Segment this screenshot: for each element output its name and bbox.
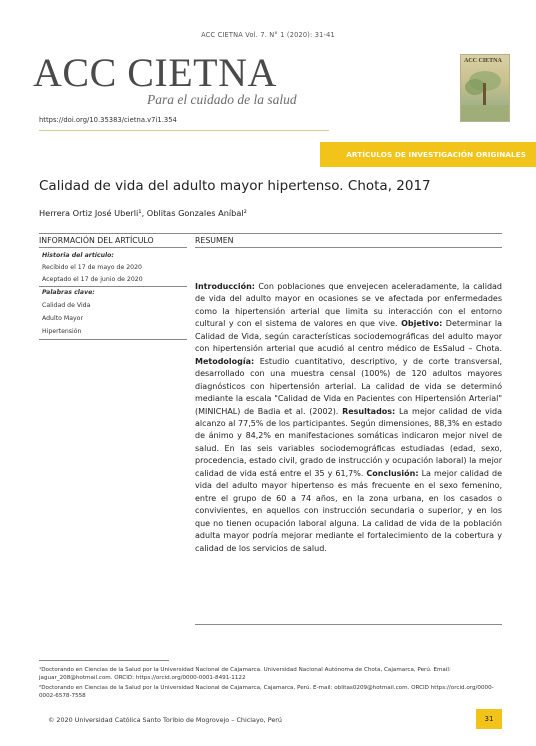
journal-logo: ACC CIETNA [33, 50, 277, 95]
divider [195, 247, 502, 248]
keyword-item: Hipertensión [42, 328, 82, 335]
methodology-label: Metodología: [195, 356, 255, 366]
divider [39, 339, 187, 340]
intro-label: Introducción: [195, 282, 255, 291]
accepted-date: Aceptado el 17 de junio de 2020 [42, 276, 143, 283]
divider [39, 233, 502, 234]
objective-label: Objetivo: [401, 319, 443, 329]
article-authors: Herrera Ortiz José Uberli¹, Oblitas Gonzales Aníbal² [39, 208, 247, 218]
copyright-notice: © 2020 Universidad Católica Santo Toribio de Mogrovejo – Chiclayo, Perú [48, 716, 282, 724]
methodology-text: Estudio cuantitativo, descriptivo, y de corte transversal, desarrollado con una muestra censal (100%) de 120 adultos mayores diagnósticos con hipertensión arterial. La calidad de vida se determinó mediante la escala "Calidad de Vida en Pacientes con Hipertensión Arterial" (MINICHAL) de Badia et al. (2002). [195, 356, 502, 416]
section-banner [320, 142, 536, 167]
divider [39, 247, 187, 248]
cover-landscape-icon [461, 67, 509, 121]
received-date: Recibido el 17 de mayo de 2020 [42, 264, 142, 271]
journal-citation: ACC CIETNA Vol. 7. N° 1 (2020): 31-41 [201, 31, 335, 39]
abstract-text [195, 281, 502, 555]
header-rule [39, 130, 329, 131]
footnote-rule [39, 660, 169, 661]
divider [39, 286, 187, 287]
cover-title: ACC CIETNA [464, 58, 502, 64]
doi-link[interactable]: https://doi.org/10.35383/cietna.v7i1.354 [39, 116, 177, 124]
footnote-2: ²Doctorando en Ciencias de la Salud por la Universidad Nacional de Cajamarca, Cajamarca, Perú. E-mail: oblitas0209@hotmail.com. ORCID https://orcid.org/0000-0002-6578-7558 [39, 685, 494, 699]
intro-text: Con poblaciones que envejecen aceleradamente, la calidad de vida del adulto mayor en ocasiones se ve afectada por enfermedades como la hipertensión arterial que limita su interacción con el entorno cultural y con el sistema de valores en que vive. [195, 282, 502, 329]
article-title: Calidad de vida del adulto mayor hipertenso. Chota, 2017 [39, 178, 431, 194]
divider [195, 624, 502, 625]
article-info-heading: INFORMACIÓN DEL ARTÍCULO [39, 236, 154, 245]
history-label: Historia del artículo: [42, 252, 114, 259]
abstract-heading: RESUMEN [195, 236, 234, 245]
keyword-item: Adulto Mayor [42, 315, 83, 322]
section-banner-label: ARTÍCULOS DE INVESTIGACIÓN ORIGINALES [346, 150, 526, 159]
journal-tagline: Para el cuidado de la salud [147, 92, 297, 107]
results-label: Resultados: [342, 406, 396, 416]
journal-cover-image [460, 54, 510, 122]
objective-text: Determinar la Calidad de Vida, según características sociodemográficas del adulto mayor con hipertensión arterial que acudió al centro médico de EsSalud – Chota. [195, 319, 502, 354]
page-number: 31 [484, 715, 494, 723]
keyword-item: Calidad de Vida [42, 302, 91, 309]
conclusion-text: La mejor calidad de vida del adulto mayor hipertenso es más frecuente en el sexo femenino, entre el grupo de 60 a 74 años, en la zona urbana, en los casados o convivientes, en aquellos con instrucción secundaria o superior, y en los que no tienen ocupación laboral alguna. La calidad de vida de la población adulta mayor podría mejorar mediante el fortalecimiento de la cobertura y calidad de los servicios de salud. [195, 468, 502, 553]
results-text: La mejor calidad de vida alcanzo al 77,5% de los participantes. Según dimensiones, 88,3% en estado de ánimo y 84,2% en manifestaciones somáticas indicaron mejor nivel de salud. En las seis variables sociodemográficas estudiadas (edad, sexo, procedencia, estado civil, grado de instrucción y ocupación laboral) la mejor calidad de vida está entre el 35 y 61,7%. [195, 406, 502, 478]
footnote-1: ¹Doctorando en Ciencias de la Salud por la Universidad Nacional de Cajamarca. Universidad Nacional Autónoma de Chota, Cajamarca, Perú. Email: jaguar_208@hotmail.com. ORCID: https://orcid.org/0000-0001-8491-1122 [39, 667, 451, 681]
conclusion-label: Conclusión: [366, 468, 419, 478]
keywords-label: Palabras clave: [42, 289, 95, 296]
